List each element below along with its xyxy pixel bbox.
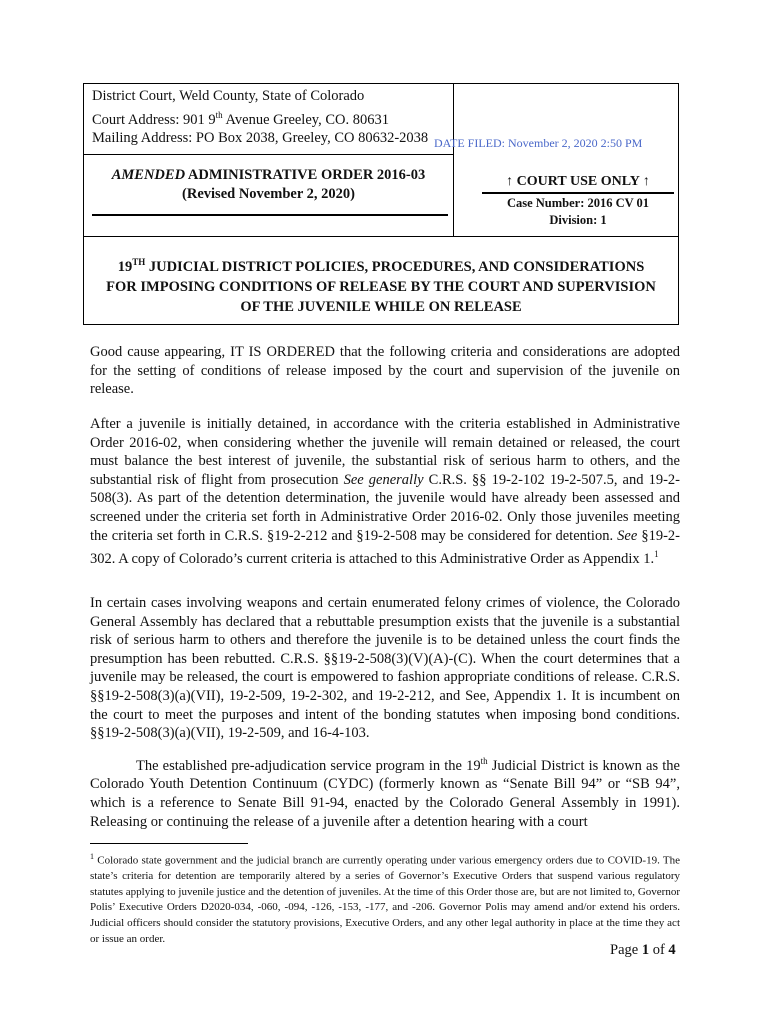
court-address: Court Address: 901 9th Avenue Greeley, CO. 80631 — [92, 109, 389, 128]
court-use-only-label: ↑ COURT USE ONLY ↑ — [506, 174, 650, 189]
footnote-separator — [90, 843, 248, 844]
paragraph-4: The established pre-adjudication service program in the 19th Judicial District is known as the Colorado Youth Detention Continuum (CYDC) (formerly known as “Senate Bill 94” or “SB 94”, which is a reference to Senate Bill 91-94, enacted by the Colorado General Assembly in 1991). Releasing or continuing the release of a juvenile after a detention hearing with a court — [90, 756, 680, 830]
order-heading: 19TH JUDICIAL DISTRICT POLICIES, PROCEDURES, AND CONSIDERATIONS FOR IMPOSING CONDITIONS OF RELEASE BY THE COURT AND SUPERVISION OF THE JUVENILE WHILE ON RELEASE — [106, 257, 656, 315]
order-amended-label: AMENDED — [111, 167, 186, 183]
paragraph-3: In certain cases involving weapons and certain enumerated felony crimes of violence, the Colorado General Assembly has declared that a rebuttable presumption exists that the juvenile is a substantial risk of serious harm to others and therefore the juvenile is to be detained unless the court finds the presumption has been rebutted. C.R.S. §§19-2-508(3)(V)(A)-(C). When the court determines that a juvenile may be released, the court is empowered to fashion appropriate conditions of release. C.R.S. §§19-2-508(3)(a)(VII), 19-2-509, 19-2-302, and 19-2-212, and See, Appendix 1. It is incumbent on the court to meet the purposes and intent of the bonding statutes when imposing bond conditions. §§19-2-508(3)(a)(VII), 19-2-509, and 16-4-103. — [90, 595, 680, 742]
division: Division: 1 — [549, 213, 607, 227]
paragraph-1: Good cause appearing, IT IS ORDERED that the following criteria and considerations are adopted for the setting of conditions of release imposed by the court and supervision of the juvenile on release. — [90, 344, 680, 398]
court-use-underline — [482, 192, 674, 194]
page-number: Page 1 of 4 — [610, 942, 676, 958]
court-name: District Court, Weld County, State of Colorado — [92, 88, 365, 104]
caption-divider-vertical — [453, 84, 454, 236]
footnote-1: $^1$ Colorado state government and the judicial branch are currently operating under various emergency orders due to COVID-19. The state’s criteria for detention are temporarily altered by a series of Governor’s Executive Orders that suspend various regulatory statutes applying to juvenile justice and the detention of juveniles. At the time of this Order those are, but are not limited to, Governor Polis’ Executive Orders D2020-034, -060, -094, -126, -153, -177, and -206. Governor Polis may amend and/or extend his orders. Judicial officers should consider the statutory provisions, Executive Orders, and any other legal authority in place at the time they act or issue an order. — [90, 852, 680, 945]
order-title-underline — [92, 214, 448, 216]
order-title: AMENDED ADMINISTRATIVE ORDER 2016-03 (Revised November 2, 2020) — [84, 166, 453, 204]
mailing-address: Mailing Address: PO Box 2038, Greeley, CO 80632-2038 — [92, 129, 429, 146]
case-info — [482, 195, 674, 229]
date-filed-stamp: DATE FILED: November 2, 2020 2:50 PM — [434, 136, 643, 150]
order-revised: (Revised November 2, 2020) — [182, 186, 355, 202]
caption-divider-left — [84, 154, 453, 155]
footnote-number: 1 — [90, 852, 94, 861]
caption-divider-full — [84, 236, 678, 237]
case-number: Case Number: 2016 CV 01 — [506, 196, 650, 210]
footnote-ref[interactable]: 1 — [654, 549, 659, 560]
paragraph-2: After a juvenile is initially detained, in accordance with the criteria established in Administrative Order 2016-02, when considering whether the juvenile will remain detained or released, the court must balance the best interest of juvenile, the substantial risk of serious harm to others, and the substantial risk of flight from prosecution See generally C.R.S. §§ 19-2-102 19-2-507.5, and 19-2-508(3). As part of the detention determination, the juvenile would have already been assessed and screened under the criteria set forth in Administrative Order 2016-02. Only those juveniles meeting the criteria set forth in C.R.S. §19-2-212 and §19-2-508 may be considered for detention. See §19-2-302. A copy of Colorado’s current criteria is attached to this Administrative Order as Appendix 1.$^1$ — [90, 416, 680, 567]
court-address-block — [92, 87, 428, 147]
caption-box — [83, 83, 679, 325]
